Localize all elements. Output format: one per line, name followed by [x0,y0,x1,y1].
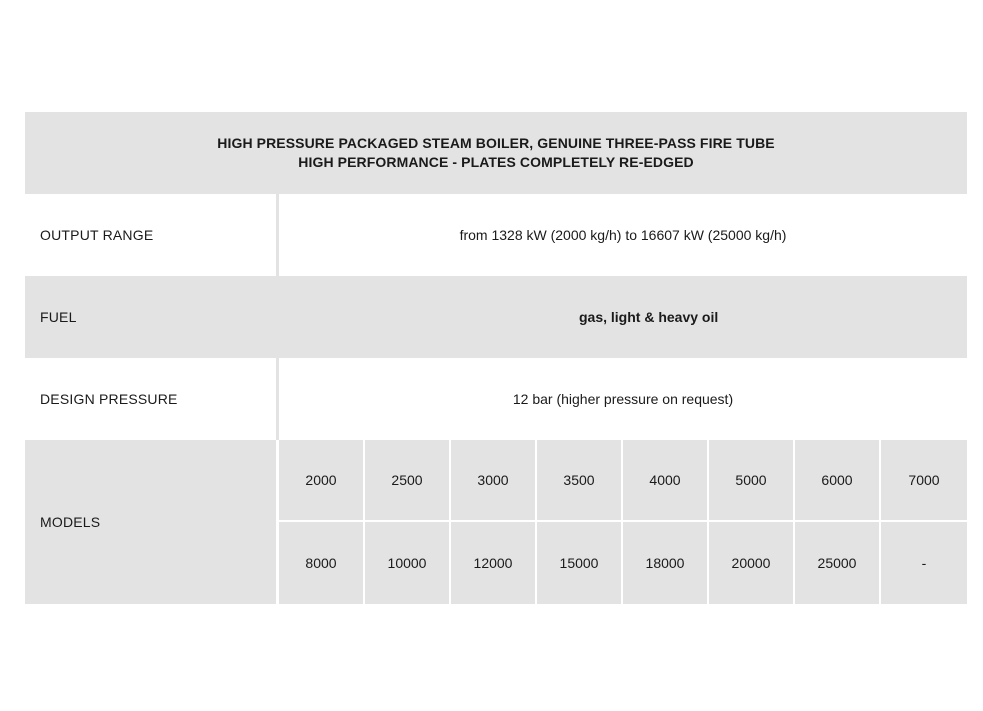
model-cell: 5000 [709,440,795,522]
model-cell: - [921,555,927,571]
model-cell: 7000 [881,440,967,522]
models-grid [279,440,967,604]
fuel-label: FUEL [40,309,77,325]
models-row [25,440,967,604]
table-header [25,112,967,194]
boiler-spec-table [25,112,967,604]
model-cell: 20000 [709,522,795,604]
model-cell: 4000 [623,440,709,522]
model-cell: 2000 [279,440,365,522]
model-cell: 25000 [795,522,881,604]
output-range-row [25,194,967,276]
fuel-value: gas, light & heavy oil [579,309,719,325]
model-cell: 3500 [537,440,623,522]
model-cell: 6000 [795,440,881,522]
model-cell: 12000 [451,522,537,604]
fuel-row [25,276,967,358]
header-title-line1: HIGH PRESSURE PACKAGED STEAM BOILER, GENUINE THREE-PASS FIRE TUBE [217,135,775,151]
model-cell: 18000 [623,522,709,604]
fuel-value-cell [279,276,967,358]
design-pressure-label: DESIGN PRESSURE [25,358,279,440]
design-pressure-row [25,358,967,440]
model-cell: 2500 [365,440,451,522]
model-cell: 10000 [365,522,451,604]
output-range-label: OUTPUT RANGE [25,194,279,276]
design-pressure-value: 12 bar (higher pressure on request) [512,391,734,407]
output-range-value: from 1328 kW (2000 kg/h) to 16607 kW (25000 kg/h) [459,227,787,243]
header-title-line2: HIGH PERFORMANCE - PLATES COMPLETELY RE-EDGED [298,154,694,170]
model-cell: 15000 [537,522,623,604]
model-cell: 3000 [451,440,537,522]
models-label: MODELS [25,440,279,604]
model-cell: 8000 [279,522,365,604]
